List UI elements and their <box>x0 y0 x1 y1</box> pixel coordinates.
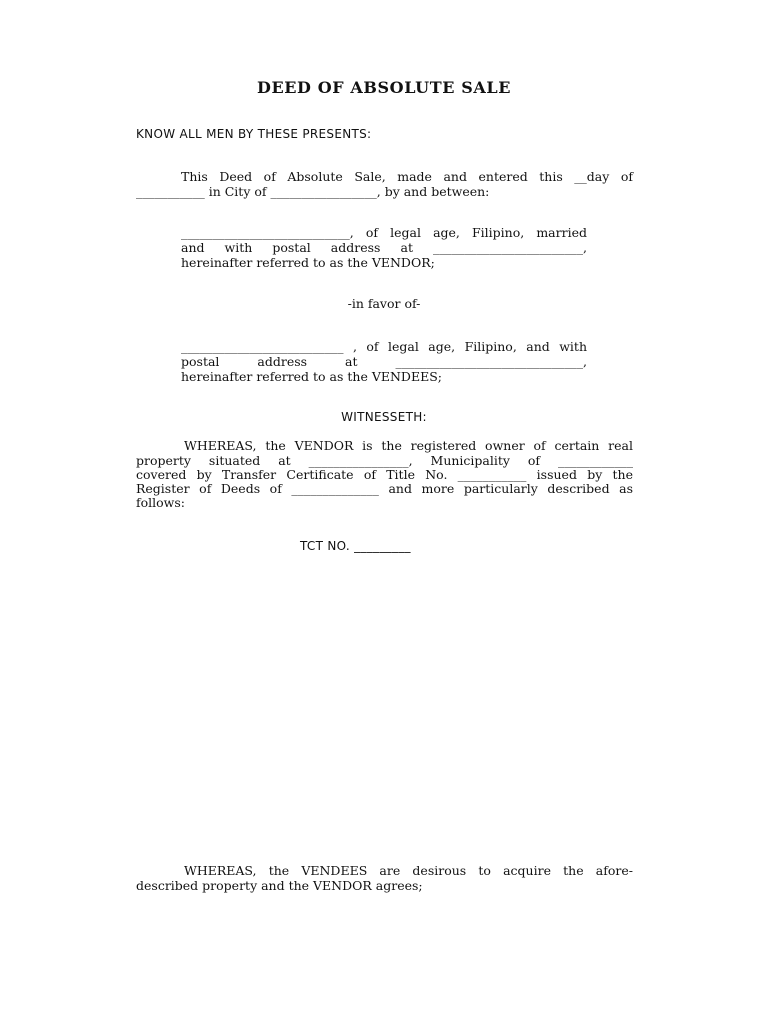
document-title: DEED OF ABSOLUTE SALE <box>256 78 512 97</box>
whereas2-line-2: described property and the VENDOR agrees; <box>136 878 423 893</box>
vendor-line-3: hereinafter referred to as the VENDOR; <box>181 255 435 270</box>
whereas2-line-1: WHEREAS, the VENDEES are desirous to acquire the afore- <box>184 863 633 878</box>
vendor-line-1: ___________________________, of legal age, Filipino, married <box>181 225 587 240</box>
intro-line-2: ___________ in City of _________________, by and between: <box>136 184 490 199</box>
tct-number-line: TCT NO. _________ <box>300 539 411 553</box>
whereas1-line-2: property situated at ________________, Municipality of ____________ <box>136 453 633 468</box>
intro-line-1: This Deed of Absolute Sale, made and entered this __day of <box>181 169 633 184</box>
vendor-line-2: and with postal address at ________________________, <box>181 240 587 255</box>
whereas1-line-3: covered by Transfer Certificate of Title No. ___________ issued by the <box>136 467 633 482</box>
whereas1-line-1: WHEREAS, the VENDOR is the registered owner of certain real <box>184 438 633 453</box>
vendees-line-2: postal address at ______________________________, <box>181 354 587 369</box>
whereas1-line-5: follows: <box>136 495 185 510</box>
witnesseth-heading: WITNESSETH: <box>341 410 427 424</box>
vendees-line-3: hereinafter referred to as the VENDEES; <box>181 369 442 384</box>
whereas1-line-4: Register of Deeds of ______________ and more particularly described as <box>136 481 633 496</box>
vendees-line-1: __________________________ , of legal age, Filipino, and with <box>181 339 587 354</box>
in-favor-of: -in favor of- <box>347 296 421 311</box>
opening-line: KNOW ALL MEN BY THESE PRESENTS: <box>136 127 372 141</box>
